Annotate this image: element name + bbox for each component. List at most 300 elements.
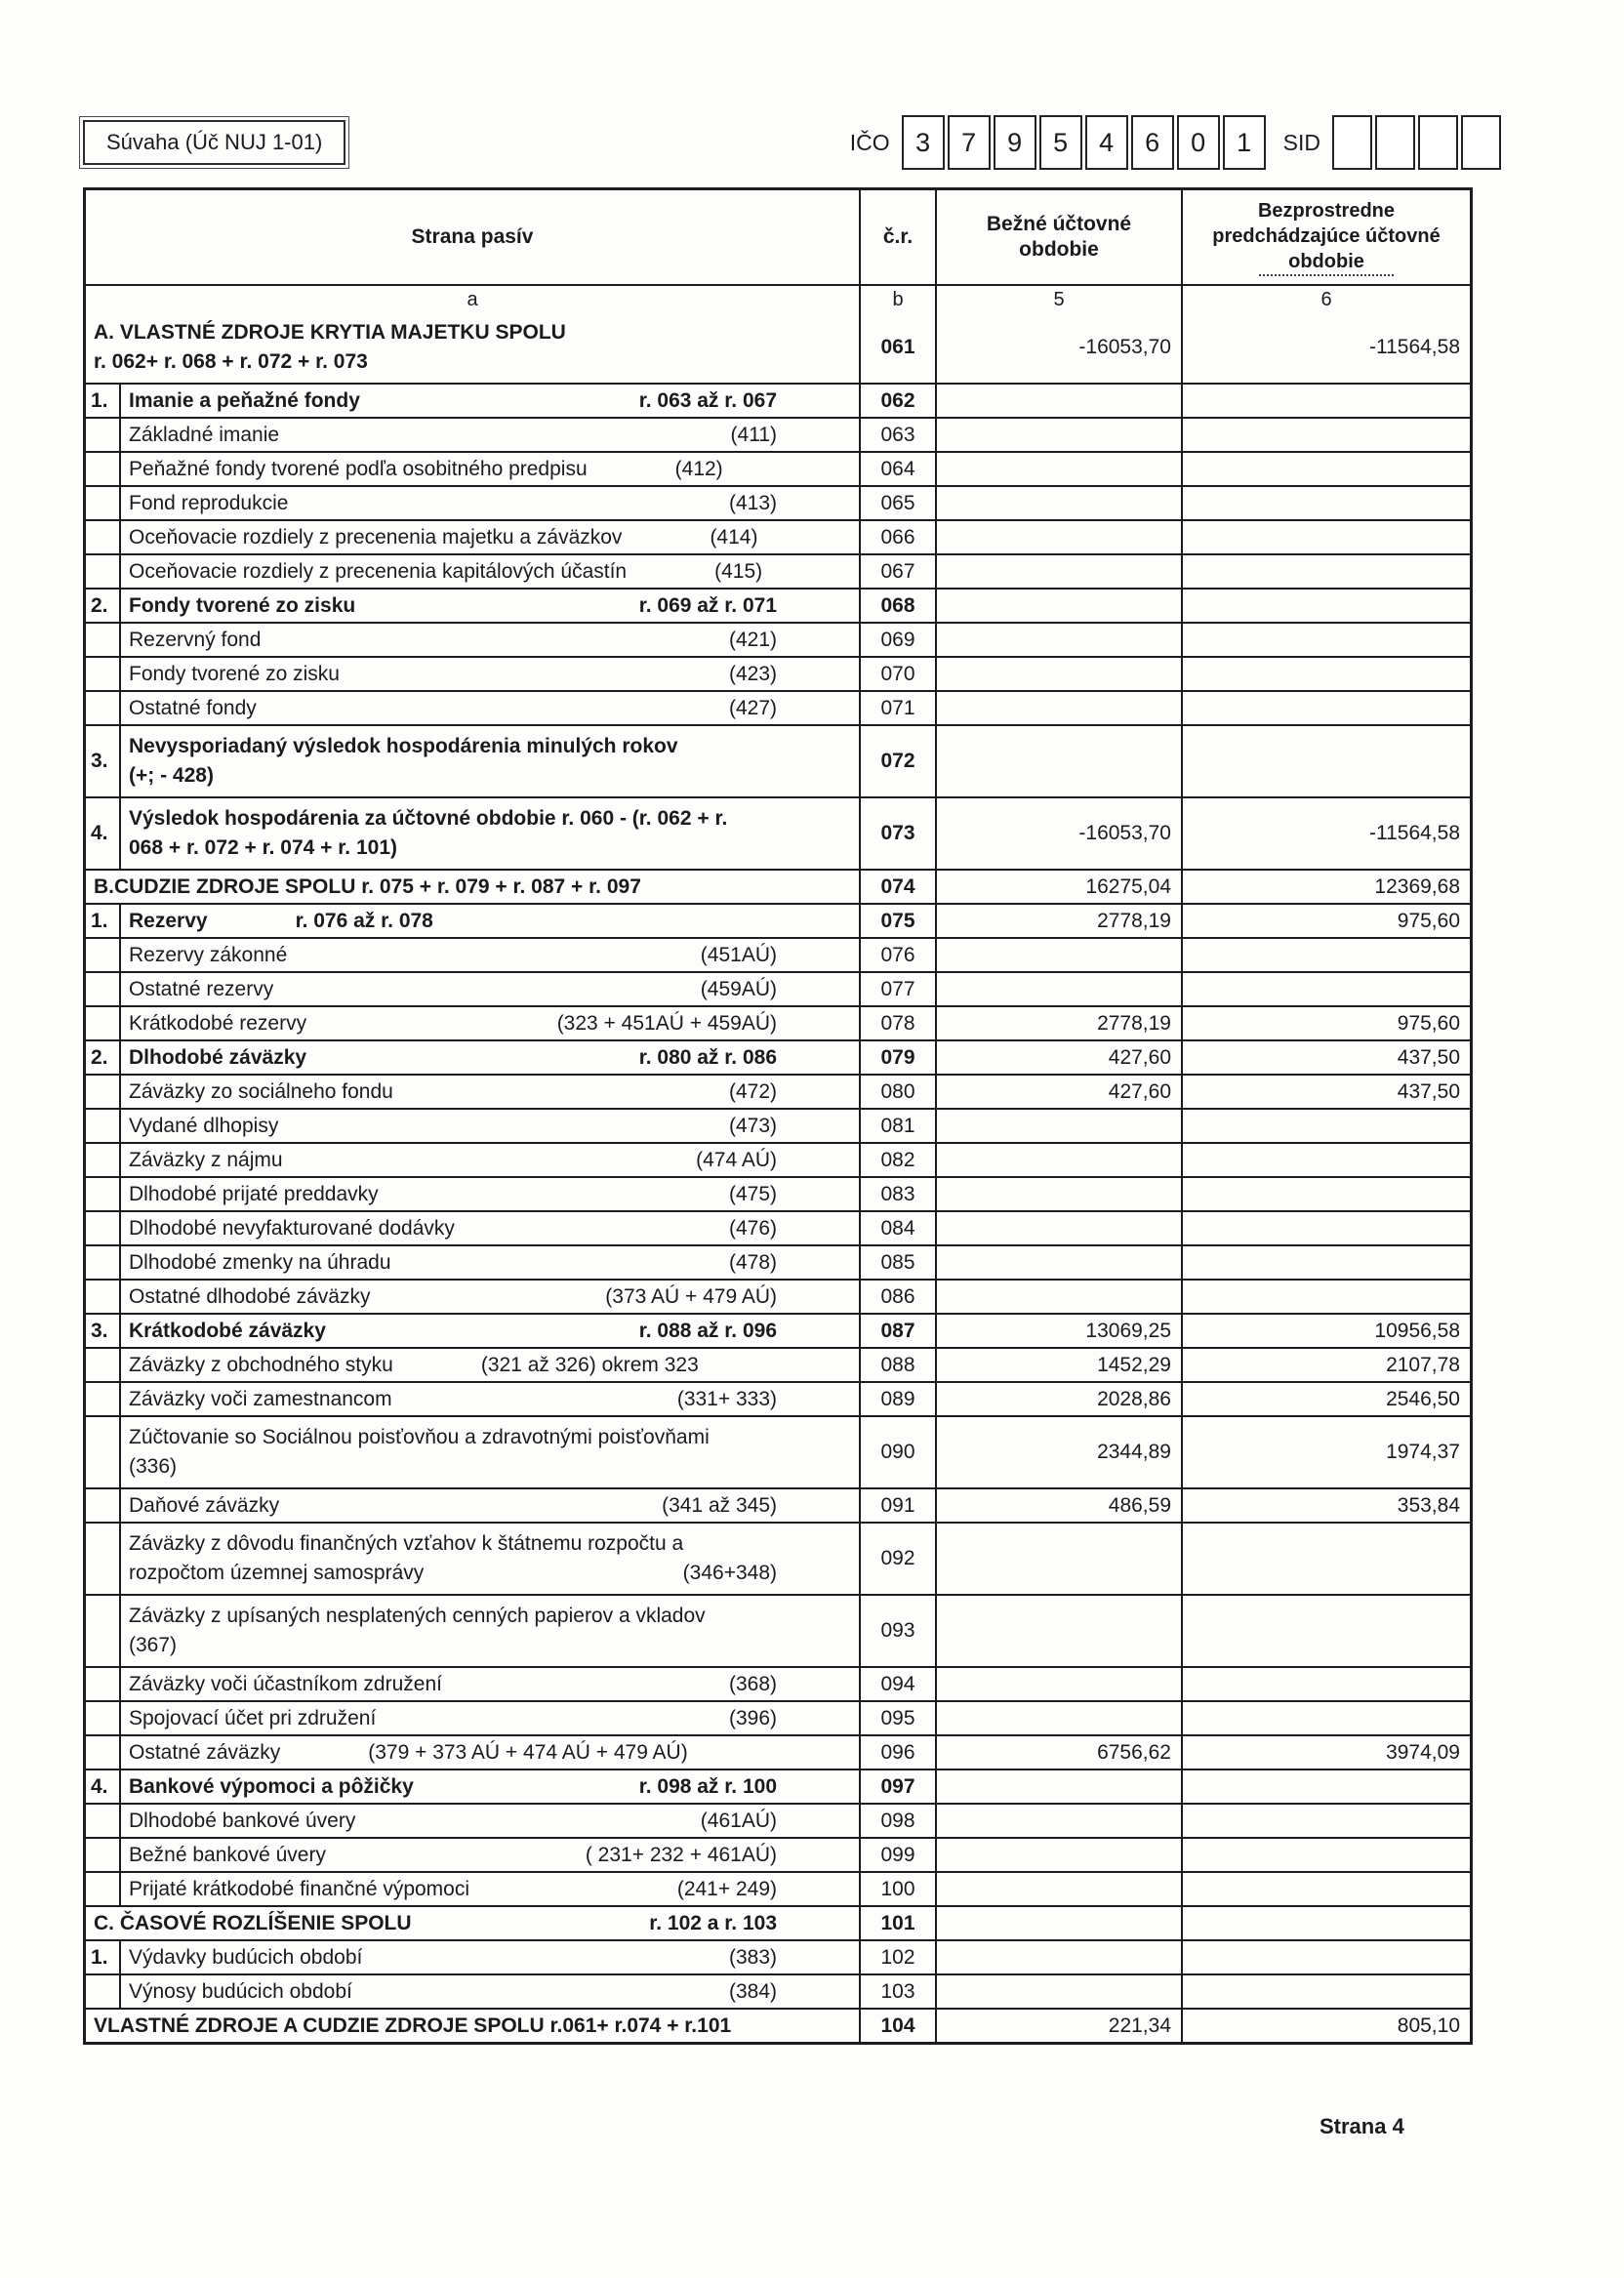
row-label: Záväzky z obchodného styku [129,1353,393,1376]
row-line1 [129,457,859,482]
row-line1 [129,1493,859,1519]
row-line2 [129,761,859,791]
sid-label: SID [1282,129,1320,155]
row-account-code: r. 102 a r. 103 [649,1911,777,1934]
row-label: Oceňovacie rozdiely z precenenia majetku a záväzkov [129,525,623,549]
row-description [121,973,859,1005]
row-value-current [937,1839,1183,1871]
row-line1 [129,525,859,550]
row-value-previous: 1974,37 [1386,1441,1460,1463]
row-account-code: ( 231+ 232 + 461AÚ) [585,1843,777,1866]
row-description [86,2010,859,2042]
row-value-current [937,1281,1183,1313]
row-line1 [129,732,859,761]
sid-cell-box [1375,115,1415,170]
row-ordinal: 2. [86,1041,121,1074]
row-cr: 072 [859,726,937,796]
row-description [121,1110,859,1142]
table-row-061 [86,312,1470,383]
row-value-current: 13069,25 [937,1315,1183,1347]
row-account-code: (373 AÚ + 479 AÚ) [605,1284,777,1308]
row-value-current: -16053,70 [937,798,1183,869]
row-account-code: (241+ 249) [676,1877,777,1900]
row-value-previous [1183,1144,1470,1176]
row-description [121,453,859,485]
row-line1 [94,2014,859,2039]
row-value-current [937,1110,1183,1142]
row-cr: 083 [859,1178,937,1210]
row-value-current: 427,60 [937,1041,1183,1074]
row-description [121,1383,859,1415]
form-title-box: Súvaha (Úč NUJ 1-01) [83,120,345,165]
row-line1 [94,318,859,347]
table-row-080 [86,1074,1470,1108]
row-label: Fondy tvorené zo zisku [129,662,340,685]
form-header [83,115,1501,170]
subheader-6: 6 [1320,288,1332,310]
row-cr: 085 [859,1246,937,1279]
sid-cell-box [1418,115,1458,170]
table-row-077 [86,971,1470,1005]
row-value-previous: 437,50 [1397,1045,1460,1069]
row-label-line2: rozpočtom územnej samosprávy [129,1562,425,1584]
row-cr: 073 [859,798,937,869]
table-row-087 [86,1313,1470,1347]
row-label: Krátkodobé záväzky [129,1319,326,1342]
row-ordinal [86,1281,121,1313]
row-value-previous [1183,1246,1470,1279]
row-label: Záväzky z dôvodu finančných vzťahov k štátnemu rozpočtu a [129,1532,684,1555]
row-description [121,939,859,971]
row-description [121,487,859,519]
row-value-current [937,692,1183,724]
row-value-current: -16053,70 [937,312,1183,383]
row-ordinal: 4. [86,1770,121,1803]
row-value-current [937,1702,1183,1734]
row-line1 [129,1774,859,1800]
row-value-current [937,658,1183,690]
row-ordinal [86,1805,121,1837]
row-value-previous: 2107,78 [1386,1353,1460,1376]
row-account-code: r. 076 až r. 078 [295,909,433,932]
row-value-current: 2028,86 [937,1383,1183,1415]
row-ordinal [86,487,121,519]
row-ordinal [86,1668,121,1700]
row-description [121,1596,859,1666]
row-ordinal [86,973,121,1005]
row-line1 [129,1182,859,1207]
row-description [86,312,859,383]
row-value-previous [1183,521,1470,553]
row-value-previous [1183,487,1470,519]
row-cr: 087 [859,1315,937,1347]
row-account-code: r. 080 až r. 086 [638,1045,777,1069]
row-value-current: 2344,89 [937,1417,1183,1487]
row-label: C. ČASOVÉ ROZLÍŠENIE SPOLU [94,1911,412,1934]
row-label: Prijaté krátkodobé finančné výpomoci [129,1877,470,1900]
row-label: VLASTNÉ ZDROJE A CUDZIE ZDROJE SPOLU r.061+ r.074 + r.101 [94,2014,732,2037]
row-account-code: (423) [728,662,777,685]
table-row-088 [86,1347,1470,1381]
row-line1 [129,1319,859,1344]
row-label: Rezervy [129,909,208,932]
row-value-previous: 975,60 [1397,1011,1460,1035]
table-row-076 [86,937,1470,971]
row-value-previous [1183,658,1470,690]
row-value-previous [1183,419,1470,451]
row-cr: 068 [859,590,937,622]
row-label: Výnosy budúcich období [129,1979,352,2003]
row-cr: 099 [859,1839,937,1871]
row-description [121,726,859,796]
table-row-101 [86,1905,1470,1939]
row-cr: 091 [859,1489,937,1522]
row-value-previous [1183,1178,1470,1210]
row-account-code: (473) [728,1114,777,1137]
row-cr: 065 [859,487,937,519]
table-row-063 [86,417,1470,451]
row-line1 [129,1423,859,1452]
table-row-065 [86,485,1470,519]
row-label: A. VLASTNÉ ZDROJE KRYTIA MAJETKU SPOLU [94,321,566,344]
row-label: Dlhodobé prijaté preddavky [129,1182,379,1205]
row-line1 [129,1114,859,1139]
row-cr: 067 [859,555,937,588]
row-description [121,905,859,937]
row-value-current: 2778,19 [937,905,1183,937]
row-value-current [937,521,1183,553]
row-ordinal: 4. [86,798,121,869]
table-row-085 [86,1244,1470,1279]
header-current-period [937,190,1183,284]
row-label-line2: (+; - 428) [129,764,214,787]
subheader-5: 5 [937,286,1183,312]
table-row-072 [86,724,1470,796]
header-current-line2: obdobie [1019,238,1099,261]
row-cr: 076 [859,939,937,971]
row-value-previous [1183,1770,1470,1803]
row-value-previous [1183,726,1470,796]
row-account-code: (474 AÚ) [696,1148,777,1171]
row-value-previous [1183,1702,1470,1734]
row-value-current [937,1144,1183,1176]
row-ordinal [86,1076,121,1108]
row-description [121,1144,859,1176]
row-line1 [129,1740,859,1766]
row-description [121,1315,859,1347]
row-ordinal [86,1736,121,1769]
row-line1 [129,909,859,934]
row-value-previous [1183,1524,1470,1594]
row-cr: 101 [859,1907,937,1939]
table-row-095 [86,1700,1470,1734]
row-line1 [129,977,859,1002]
row-account-code: (421) [728,628,777,651]
table-row-091 [86,1487,1470,1522]
row-ordinal [86,1596,121,1666]
row-description [121,624,859,656]
table-row-075 [86,903,1470,937]
row-value-previous [1183,1805,1470,1837]
row-account-code: (461AÚ) [700,1809,777,1832]
row-ordinal [86,1417,121,1487]
table-row-102 [86,1939,1470,1973]
row-cr: 086 [859,1281,937,1313]
row-cr: 078 [859,1007,937,1039]
table-row-073 [86,796,1470,869]
sid-cell-box [1461,115,1501,170]
row-cr: 096 [859,1736,937,1769]
row-account-code: (478) [728,1250,777,1274]
row-ordinal [86,521,121,553]
row-value-previous [1183,1668,1470,1700]
row-cr: 081 [859,1110,937,1142]
row-account-code: (472) [728,1079,777,1103]
row-value-previous [1183,1975,1470,2008]
row-account-code: (475) [728,1182,777,1205]
ico-digit-box: 1 [1223,115,1266,170]
row-cr: 071 [859,692,937,724]
row-value-current [937,1668,1183,1700]
row-cr: 063 [859,419,937,451]
row-label: Záväzky zo sociálneho fondu [129,1079,393,1103]
row-label: Záväzky z upísaných nesplatených cenných papierov a vkladov [129,1605,706,1627]
row-label: Oceňovacie rozdiely z precenenia kapitálových účastín [129,559,628,583]
row-label: Dlhodobé nevyfakturované dodávky [129,1216,455,1240]
row-line1 [129,1284,859,1310]
row-line1 [129,1216,859,1241]
row-line1 [129,388,859,414]
row-ordinal: 3. [86,1315,121,1347]
row-ordinal [86,1702,121,1734]
row-label: Spojovací účet pri združení [129,1706,377,1729]
row-ordinal [86,1349,121,1381]
row-description [121,1736,859,1769]
row-description [121,385,859,417]
table-row-081 [86,1108,1470,1142]
row-ordinal [86,1110,121,1142]
row-value-current [937,1596,1183,1666]
row-ordinal [86,1975,121,2008]
row-value-previous [1183,1596,1470,1666]
ico-digit-box: 9 [994,115,1036,170]
row-account-code: (323 + 451AÚ + 459AÚ) [556,1011,777,1035]
row-label: Ostatné dlhodobé záväzky [129,1284,371,1308]
sid-boxes [1332,115,1501,170]
row-value-current: 427,60 [937,1076,1183,1108]
header-previous-line3: obdobie [1259,249,1394,276]
row-cr: 097 [859,1770,937,1803]
row-line1 [129,1529,859,1559]
row-value-previous [1183,1281,1470,1313]
row-value-current [937,1907,1183,1939]
ico-digit-box: 0 [1177,115,1220,170]
row-value-current [937,1975,1183,2008]
row-label: Záväzky voči zamestnancom [129,1387,392,1410]
row-value-current: 16275,04 [937,871,1183,903]
subheader-a: a [467,288,478,310]
header-previous-line2: predchádzajúce účtovné [1212,225,1441,247]
row-line1 [129,1809,859,1834]
row-line1 [129,1706,859,1731]
row-label: Výsledok hospodárenia za účtovné obdobie r. 060 - (r. 062 + r. [129,807,728,830]
row-value-previous [1183,555,1470,588]
ico-boxes [902,115,1266,170]
row-ordinal [86,1383,121,1415]
row-account-code: (413) [728,491,777,514]
table-row-067 [86,553,1470,588]
row-ordinal [86,692,121,724]
table-row-083 [86,1176,1470,1210]
row-label: Dlhodobé záväzky [129,1045,307,1069]
row-description [121,1417,859,1487]
row-description [121,590,859,622]
row-cr: 103 [859,1975,937,2008]
row-line1 [129,1250,859,1276]
table-row-094 [86,1666,1470,1700]
row-label: Vydané dlhopisy [129,1114,279,1137]
table-row-069 [86,622,1470,656]
row-line1 [129,559,859,585]
ico-digit-box: 7 [948,115,991,170]
row-value-previous [1183,1907,1470,1939]
row-cr: 094 [859,1668,937,1700]
row-description [121,658,859,690]
row-value-previous [1183,453,1470,485]
row-ordinal [86,555,121,588]
row-ordinal: 2. [86,590,121,622]
table-row-093 [86,1594,1470,1666]
row-line1 [129,593,859,619]
row-description [121,1178,859,1210]
row-line1 [129,804,859,834]
row-value-previous: 805,10 [1397,2014,1460,2037]
balance-table-body [86,312,1470,2042]
row-value-previous: 975,60 [1397,909,1460,932]
row-value-current: 6756,62 [937,1736,1183,1769]
row-ordinal [86,1524,121,1594]
row-value-current [937,419,1183,451]
row-line1 [129,1045,859,1071]
row-account-code: (383) [728,1945,777,1969]
row-line1 [129,696,859,721]
row-cr: 082 [859,1144,937,1176]
row-value-current [937,590,1183,622]
table-row-104 [86,2008,1470,2042]
row-ordinal: 1. [86,905,121,937]
header-strana-pasiv [86,190,859,284]
row-account-code: (459AÚ) [700,977,777,1000]
row-cr: 061 [859,312,937,383]
row-label: Základné imanie [129,423,280,446]
row-cr: 079 [859,1041,937,1074]
row-line1 [129,1011,859,1037]
table-row-086 [86,1279,1470,1313]
row-ordinal [86,1007,121,1039]
header-cr [859,190,937,284]
row-line1 [94,1911,859,1936]
row-label: Rezervy zákonné [129,943,288,966]
table-row-100 [86,1871,1470,1905]
row-label: Ostatné záväzky [129,1740,281,1764]
row-description [121,1007,859,1039]
row-description [121,419,859,451]
row-value-current: 221,34 [937,2010,1183,2042]
row-label: Záväzky voči účastníkom združení [129,1672,442,1695]
row-label: Ostatné rezervy [129,977,274,1000]
table-subheader-row [86,284,1470,312]
header-previous-period [1183,190,1470,284]
row-label: Peňažné fondy tvorené podľa osobitného predpisu [129,457,588,480]
row-description [121,1076,859,1108]
row-account-code: (411) [730,423,777,446]
row-value-previous [1183,624,1470,656]
row-value-current [937,555,1183,588]
row-value-current [937,1770,1183,1803]
row-value-previous [1183,590,1470,622]
row-value-current [937,1524,1183,1594]
row-label: Daňové záväzky [129,1493,280,1517]
row-line1 [129,1672,859,1697]
row-value-previous: 437,50 [1397,1079,1460,1103]
table-row-068 [86,588,1470,622]
row-cr: 088 [859,1349,937,1381]
row-description [121,692,859,724]
table-row-066 [86,519,1470,553]
row-line2 [129,1452,859,1482]
row-value-current [937,1246,1183,1279]
row-description [121,1839,859,1871]
row-description [121,1873,859,1905]
row-label: Záväzky z nájmu [129,1148,283,1171]
row-value-previous [1183,1839,1470,1871]
row-cr: 066 [859,521,937,553]
row-line1 [129,1877,859,1902]
table-row-103 [86,1973,1470,2008]
row-value-previous: -11564,58 [1368,822,1460,844]
row-account-code: (396) [728,1706,777,1729]
row-value-current [937,1178,1183,1210]
row-label: Fond reprodukcie [129,491,289,514]
row-value-current [937,939,1183,971]
row-cr: 098 [859,1805,937,1837]
row-line1 [129,943,859,968]
sid-cell-box [1332,115,1372,170]
row-label: Dlhodobé zmenky na úhradu [129,1250,391,1274]
row-value-current [937,1941,1183,1973]
row-ordinal: 3. [86,726,121,796]
row-ordinal [86,624,121,656]
table-row-084 [86,1210,1470,1244]
row-value-previous: 3974,09 [1386,1740,1460,1764]
row-ordinal [86,1489,121,1522]
row-value-previous [1183,973,1470,1005]
row-value-current [937,1805,1183,1837]
ico-digit-box: 6 [1131,115,1174,170]
row-cr: 074 [859,871,937,903]
row-label-line2: 068 + r. 072 + r. 074 + r. 101) [129,836,397,859]
row-line1 [129,1353,859,1378]
row-account-code: (414) [710,525,758,549]
row-line1 [94,875,859,900]
row-account-code-line2: (346+348) [682,1562,777,1584]
row-account-code: (379 + 373 AÚ + 474 AÚ + 479 AÚ) [368,1740,688,1764]
header-cr-label: č.r. [882,225,914,248]
row-cr: 093 [859,1596,937,1666]
row-ordinal [86,1178,121,1210]
row-label-line2: (367) [129,1634,178,1656]
row-value-current: 1452,29 [937,1349,1183,1381]
